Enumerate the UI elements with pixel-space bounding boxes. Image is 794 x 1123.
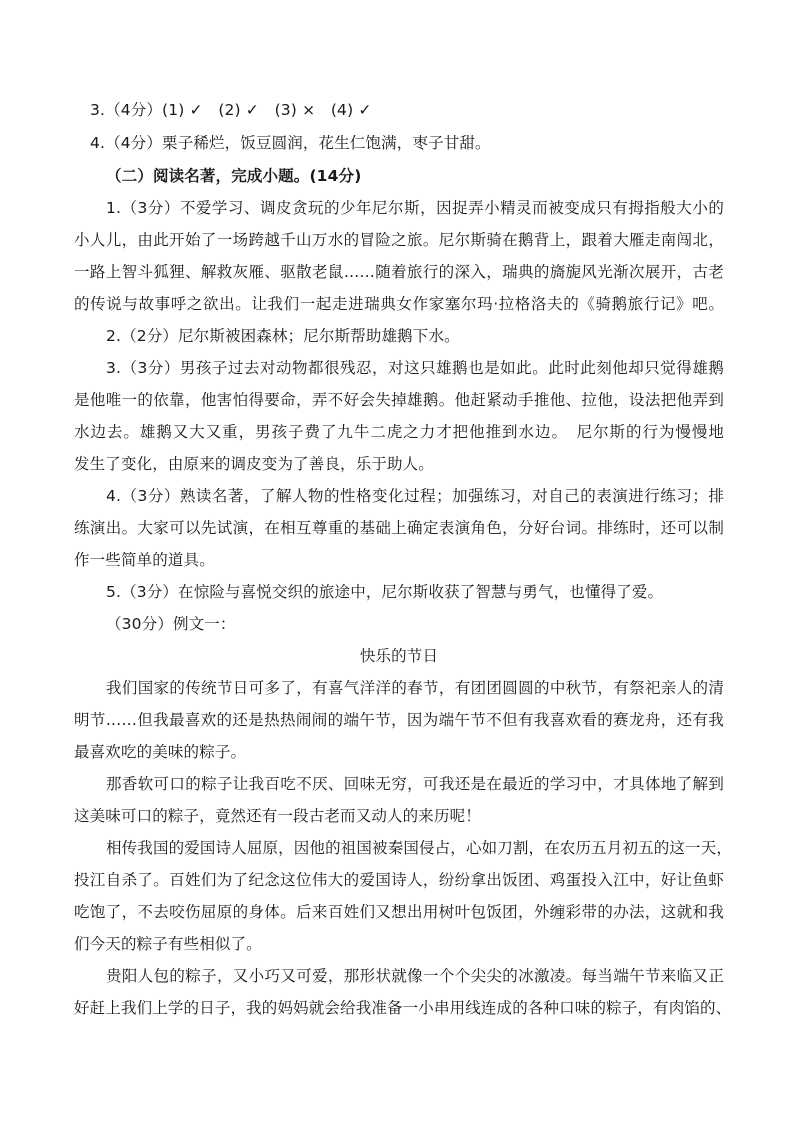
answer-q3: 3.（4分）(1) ✓ (2) ✓ (3) × (4) ✓	[90, 101, 372, 119]
essay-line: 吃饱了，不去咬伤屈原的身体。后来百姓们又想出用树叶包饭团，外缠彩带的办法，这就和我	[74, 903, 724, 921]
q1-line: 小人儿，由此开始了一场跨越千山万水的冒险之旅。尼尔斯骑在鹅背上，跟着大雁走南闯北，	[74, 231, 724, 249]
q2-answer: 2.（2分）尼尔斯被困森林；尼尔斯帮助雄鹅下水。	[106, 327, 460, 345]
essay-line: 相传我国的爱国诗人屈原，因他的祖国被秦国侵占，心如刀割，在农历五月初五的这一天，	[106, 839, 733, 857]
essay-line: 好赶上我们上学的日子，我的妈妈就会给我准备一小串用线连成的各种口味的粽子，有肉馅的、	[74, 999, 732, 1017]
q3-line: 发生了变化，由原来的调皮变为了善良，乐于助人。	[74, 455, 434, 473]
q5-answer: 5.（3分）在惊险与喜悦交织的旅途中，尼尔斯收获了智慧与勇气，也懂得了爱。	[106, 583, 664, 601]
essay-line: 贵阳人包的粽子，又小巧又可爱，那形状就像一个个尖尖的冰激凌。每当端午节来临又正	[106, 967, 724, 985]
essay-line: 投江自杀了。百姓们为了纪念这位伟大的爱国诗人，纷纷拿出饭团、鸡蛋投入江中，好让鱼虾	[74, 871, 724, 889]
q4-line: 练演出。大家可以先试演，在相互尊重的基础上确定表演角色，分好台词。排练时，还可以制	[74, 519, 724, 537]
q3-line: 3.（3分）男孩子过去对动物都很残忍，对这只雄鹅也是如此。此时此刻他却只觉得雄鹅	[106, 359, 724, 377]
essay-line: 我们国家的传统节日可多了，有喜气洋洋的春节，有团团圆圆的中秋节，有祭祀亲人的清	[106, 679, 724, 697]
section-heading: （二）阅读名著，完成小题。(14分)	[106, 167, 362, 185]
q4-line: 作一些简单的道具。	[74, 551, 215, 569]
essay-title: 快乐的节日	[359, 647, 439, 665]
essay-line: 这美味可口的粽子，竟然还有一段古老而又动人的来历呢！	[74, 807, 481, 825]
essay-intro: （30分）例文一：	[106, 615, 236, 633]
answer-q4: 4.（4分）栗子稀烂，饭豆圆润，花生仁饱满，枣子甘甜。	[90, 134, 491, 152]
q3-line: 水边去。雄鹅又大又重，男孩子费了九牛二虎之力才把他推到水边。 尼尔斯的行为慢慢地	[74, 423, 724, 441]
essay-line: 明节……但我最喜欢的还是热热闹闹的端午节，因为端午节不但有我喜欢看的赛龙舟，还有我	[74, 711, 724, 729]
essay-line: 们今天的粽子有些相似了。	[74, 935, 262, 953]
essay-line: 最喜欢吃的美味的粽子。	[74, 743, 247, 761]
q1-line: 一路上智斗狐狸、解救灰雁、驱散老鼠……随着旅行的深入，瑞典的旖旎风光渐次展开，古老	[74, 263, 724, 281]
q1-line: 的传说与故事呼之欲出。让我们一起走进瑞典女作家塞尔玛·拉格洛夫的《骑鹅旅行记》吧。	[74, 295, 724, 313]
q1-line: 1.（3分）不爱学习、调皮贪玩的少年尼尔斯，因捉弄小精灵而被变成只有拇指般大小的	[106, 199, 724, 217]
q4-line: 4.（3分）熟读名著，了解人物的性格变化过程；加强练习，对自己的表演进行练习；排	[106, 487, 724, 505]
q3-line: 是他唯一的依靠，他害怕得要命，弄不好会失掉雄鹅。他赶紧动手推他、拉他，设法把他弄到	[74, 391, 724, 409]
essay-line: 那香软可口的粽子让我百吃不厌、回味无穷，可我还是在最近的学习中，才具体地了解到	[106, 775, 724, 793]
